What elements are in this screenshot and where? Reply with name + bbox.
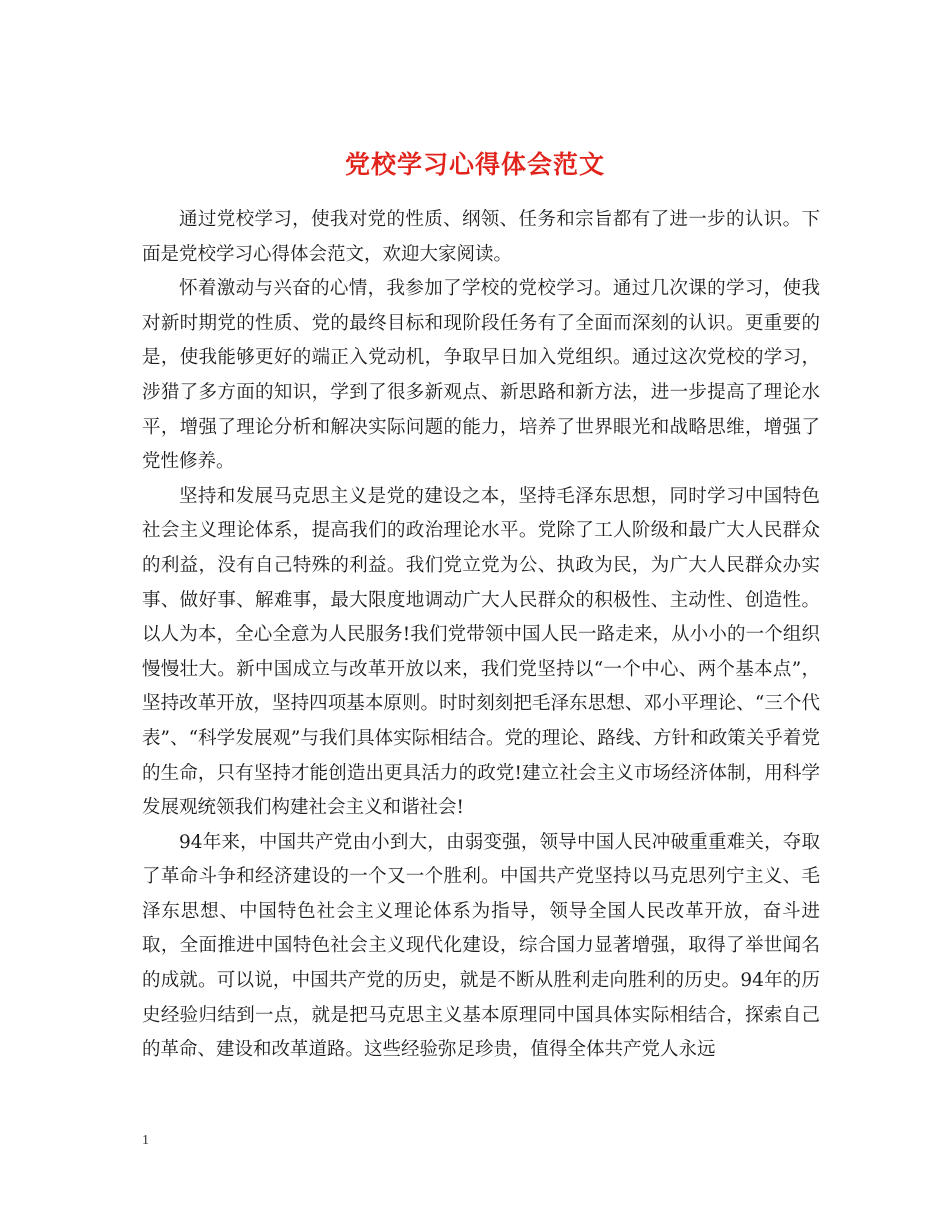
paragraph-marxism: 坚持和发展马克思主义是党的建设之本，坚持毛泽东思想，同时学习中国特色社会主义理论体系，提高我们的政治理论水平。党除了工人阶级和最广大人民群众的利益，没有自己特殊的利益。我们党立党为公、执政为民，为广大人民群众办实事、做好事、解难事，最大限度地调动广大人民群众的积极性、主动性、创造性。以人为本，全心全意为人民服务!我们党带领中国人民一路走来，从小小的一个组织慢慢壮大。新中国成立与改革开放以来，我们党坚持以“一个中心、两个基本点”，坚持改革开放，坚持四项基本原则。时时刻刻把毛泽东思想、邓小平理论、“三个代表”、“科学发展观”与我们具体实际相结合。党的理论、路线、方针和政策关乎着党的生命，只有坚持才能创造出更具活力的政党!建立社会主义市场经济体制，用科学发展观统领我们构建社会主义和谐社会! [142,485,820,819]
paragraph-party-history: 94年来，中国共产党由小到大，由弱变强，领导中国人民冲破重重难关，夺取了革命斗争和经济建设的一个又一个胜利。中国共产党坚持以马克思列宁主义、毛泽东思想、中国特色社会主义理论体系为指导，领导全国人民改革开放，奋斗进取，全面推进中国特色社会主义现代化建设，综合国力显著增强，取得了举世闻名的成就。可以说，中国共产党的历史，就是不断从胜利走向胜利的历史。94年的历史经验归结到一点，就是把马克思主义基本原理同中国具体实际相结合，探索自己的革命、建设和改革道路。这些经验弥足珍贵，值得全体共产党人永远 [142,831,820,1061]
document-title: 党校学习心得体会范文 [344,149,605,179]
paragraph-intro: 通过党校学习，使我对党的性质、纲领、任务和宗旨都有了进一步的认识。下面是党校学习心得体会范文，欢迎大家阅读。 [142,209,820,265]
paragraph-study-experience: 怀着激动与兴奋的心情，我参加了学校的党校学习。通过几次课的学习，使我对新时期党的性质、党的最终目标和现阶段任务有了全面而深刻的认识。更重要的是，使我能够更好的端正入党动机，争取早日加入党组织。通过这次党校的学习，涉猎了多方面的知识，学到了很多新观点、新思路和新方法，进一步提高了理论水平，增强了理论分析和解决实际问题的能力，培养了世界眼光和战略思维，增强了党性修养。 [142,278,820,473]
page-number: 1 [142,1133,149,1148]
document-body [142,203,820,1068]
